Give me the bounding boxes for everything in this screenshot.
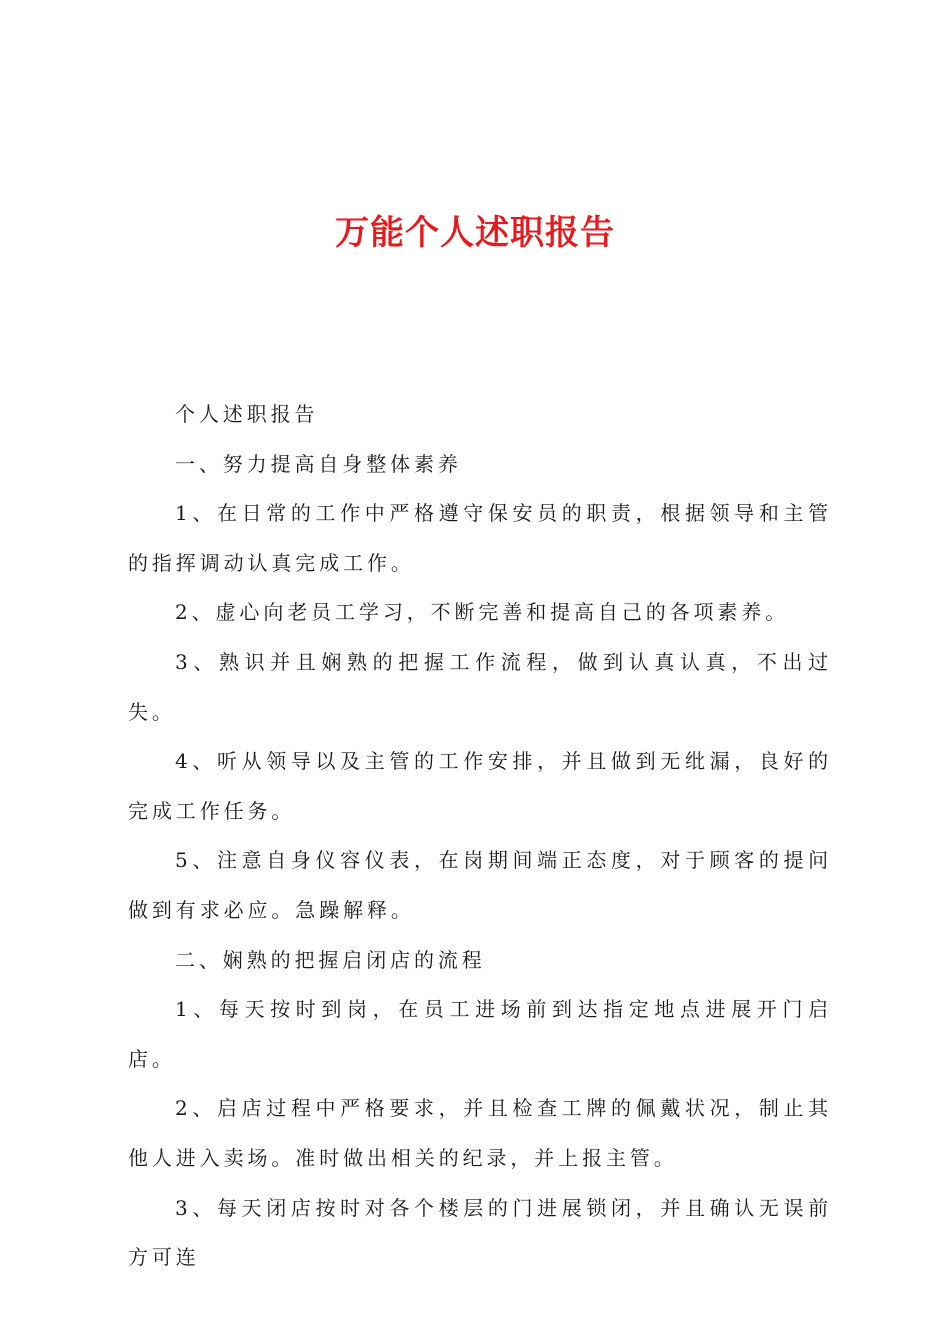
paragraph-item: 1、每天按时到岗，在员工进场前到达指定地点进展开门启店。 <box>128 997 832 1071</box>
paragraph-item: 3、每天闭店按时对各个楼层的门进展锁闭，并且确认无误前方可连 <box>128 1195 832 1270</box>
document-body <box>128 390 832 1283</box>
paragraph-section-2: 二、娴熟的把握启闭店的流程 <box>175 947 486 972</box>
paragraph-item: 5、注意自身仪容仪表，在岗期间端正态度，对于顾客的提问做到有求必应。急躁解释。 <box>128 848 832 922</box>
paragraph-item: 1、在日常的工作中严格遵守保安员的职责，根据领导和主管的指挥调动认真完成工作。 <box>128 501 832 575</box>
document-title: 万能个人述职报告 <box>335 213 615 253</box>
paragraph-item: 4、听从领导以及主管的工作安排，并且做到无纰漏，良好的完成工作任务。 <box>128 749 832 823</box>
paragraph-item: 2、启店过程中严格要求，并且检查工牌的佩戴状况，制止其他人进入卖场。准时做出相关的纪录，并上报主管。 <box>128 1096 832 1170</box>
paragraph-item: 2、虚心向老员工学习，不断完善和提高自己的各项素养。 <box>175 600 790 625</box>
paragraph-item: 3、熟识并且娴熟的把握工作流程，做到认真认真，不出过失。 <box>128 649 832 724</box>
paragraph-section-1: 一、努力提高自身整体素养 <box>175 451 462 476</box>
paragraph-heading: 个人述职报告 <box>175 402 319 426</box>
